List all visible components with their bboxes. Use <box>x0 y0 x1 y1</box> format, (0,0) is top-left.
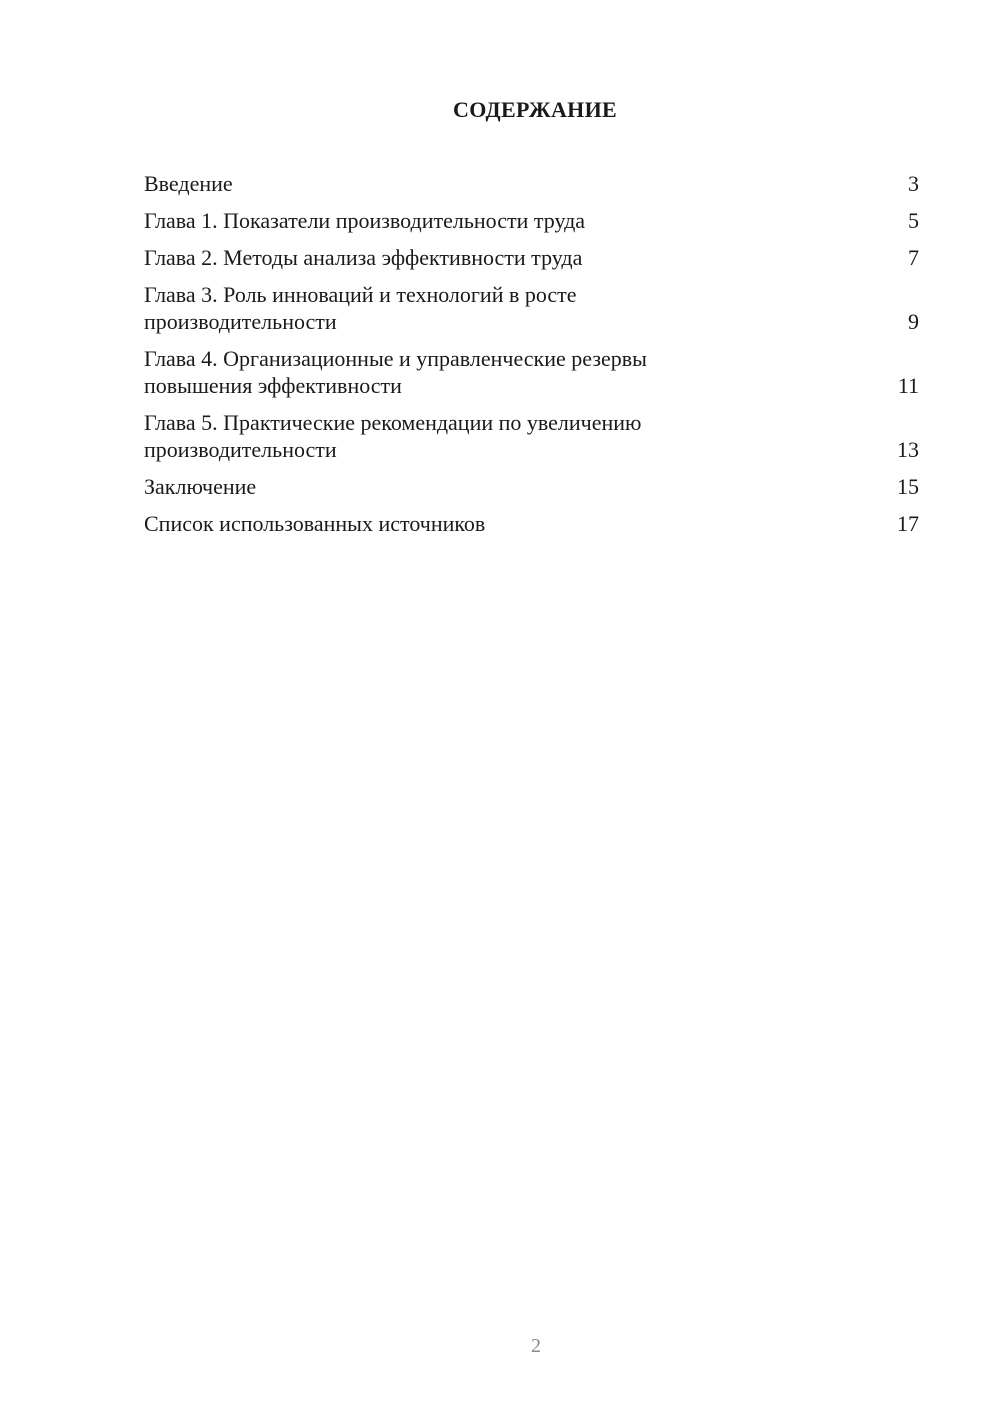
toc-entry-text <box>144 345 784 399</box>
toc-entry-line: Список использованных источников <box>144 511 486 536</box>
toc-entry-chapter-1 <box>144 207 919 234</box>
page-number: 2 <box>531 1335 541 1357</box>
toc-entry-chapter-5 <box>144 409 919 463</box>
toc-entry-text <box>144 170 784 197</box>
toc-entry-references <box>144 510 919 537</box>
toc-entry-line: Глава 2. Методы анализа эффективности труда <box>144 245 583 270</box>
toc-entry-line: повышения эффективности <box>144 373 402 398</box>
toc-entry-line: Глава 5. Практические рекомендации по увеличению <box>144 410 642 435</box>
toc-entry-text <box>144 409 784 463</box>
toc-entry-page: 3 <box>908 171 919 196</box>
toc-entry-chapter-3 <box>144 281 919 335</box>
toc-entry-line: производительности <box>144 309 337 334</box>
toc-entry-line: Глава 3. Роль инноваций и технологий в росте <box>144 282 577 307</box>
toc-entry-page: 13 <box>897 437 919 462</box>
toc-entry-line: Заключение <box>144 474 257 499</box>
toc-entry-text <box>144 473 784 500</box>
toc-entry-line: Введение <box>144 171 233 196</box>
table-of-contents <box>144 170 919 547</box>
toc-entry-text <box>144 281 784 335</box>
toc-entry-chapter-2 <box>144 244 919 271</box>
toc-entry-page: 5 <box>908 208 919 233</box>
toc-title: СОДЕРЖАНИЕ <box>453 97 617 122</box>
toc-entry-text <box>144 244 784 271</box>
toc-entry-page: 7 <box>908 245 919 270</box>
toc-entry-page: 17 <box>897 511 919 536</box>
toc-entry-chapter-4 <box>144 345 919 399</box>
toc-entry-page: 11 <box>897 373 919 398</box>
toc-entry-text <box>144 510 784 537</box>
toc-entry-text <box>144 207 784 234</box>
toc-entry-line: Глава 1. Показатели производительности труда <box>144 208 586 233</box>
toc-entry-page: 9 <box>908 309 919 334</box>
toc-entry-line: производительности <box>144 437 337 462</box>
toc-entry-line: Глава 4. Организационные и управленческие резервы <box>144 346 647 371</box>
toc-entry-introduction <box>144 170 919 197</box>
toc-entry-conclusion <box>144 473 919 500</box>
toc-entry-page: 15 <box>897 474 919 499</box>
